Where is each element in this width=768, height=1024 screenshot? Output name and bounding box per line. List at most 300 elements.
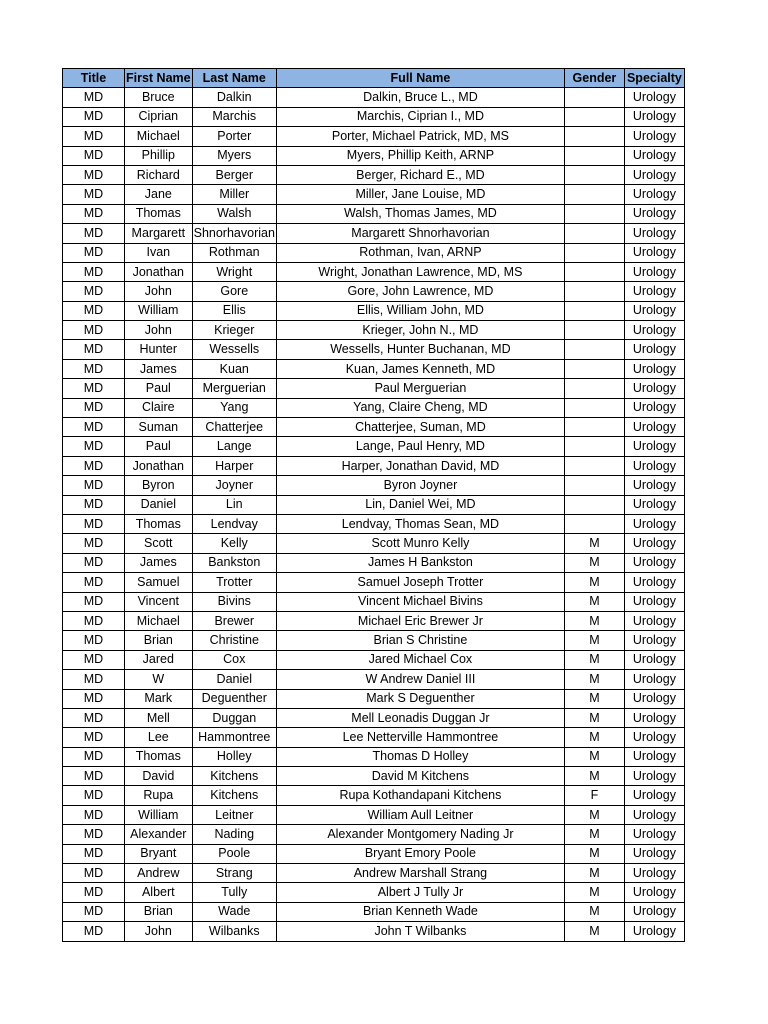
cell-first-name[interactable]: Ivan [125,243,193,262]
cell-gender[interactable] [564,476,624,495]
cell-specialty[interactable]: Urology [624,534,684,553]
cell-specialty[interactable]: Urology [624,553,684,572]
cell-gender[interactable]: M [564,883,624,902]
cell-specialty[interactable]: Urology [624,456,684,475]
cell-first-name[interactable]: Albert [125,883,193,902]
cell-full-name[interactable]: Lange, Paul Henry, MD [276,437,564,456]
table-row [63,514,685,533]
cell-first-name[interactable]: Daniel [125,495,193,514]
table-row [63,650,685,669]
table-row [63,224,685,243]
cell-specialty[interactable]: Urology [624,476,684,495]
physician-table [62,68,685,942]
cell-title[interactable]: MD [63,689,125,708]
cell-gender[interactable] [564,127,624,146]
cell-gender[interactable] [564,340,624,359]
cell-first-name[interactable]: Suman [125,418,193,437]
cell-gender[interactable] [564,321,624,340]
table-row [63,883,685,902]
cell-gender[interactable]: M [564,747,624,766]
cell-specialty[interactable]: Urology [624,359,684,378]
cell-gender[interactable]: M [564,922,624,941]
cell-specialty[interactable]: Urology [624,282,684,301]
cell-first-name[interactable]: Rupa [125,786,193,805]
cell-first-name[interactable]: Thomas [125,514,193,533]
cell-gender[interactable]: M [564,767,624,786]
cell-specialty[interactable]: Urology [624,883,684,902]
cell-first-name[interactable]: John [125,321,193,340]
cell-title[interactable]: MD [63,534,125,553]
cell-last-name[interactable]: Porter [192,127,276,146]
cell-gender[interactable] [564,165,624,184]
cell-first-name[interactable]: James [125,553,193,572]
cell-gender[interactable]: F [564,786,624,805]
cell-full-name[interactable]: Paul Merguerian [276,379,564,398]
cell-specialty[interactable]: Urology [624,262,684,281]
cell-last-name[interactable]: Harper [192,456,276,475]
cell-first-name[interactable]: Mell [125,708,193,727]
cell-title[interactable]: MD [63,495,125,514]
table-row [63,107,685,126]
cell-full-name[interactable]: Rothman, Ivan, ARNP [276,243,564,262]
table-row [63,437,685,456]
cell-gender[interactable] [564,398,624,417]
table-row [63,321,685,340]
cell-first-name[interactable]: Mark [125,689,193,708]
cell-full-name[interactable]: Krieger, John N., MD [276,321,564,340]
cell-title[interactable]: MD [63,514,125,533]
cell-last-name[interactable]: Kitchens [192,767,276,786]
cell-title[interactable]: MD [63,767,125,786]
cell-full-name[interactable]: Myers, Phillip Keith, ARNP [276,146,564,165]
cell-full-name[interactable]: Andrew Marshall Strang [276,864,564,883]
cell-specialty[interactable]: Urology [624,573,684,592]
cell-last-name[interactable]: Lange [192,437,276,456]
cell-specialty[interactable]: Urology [624,437,684,456]
cell-specialty[interactable]: Urology [624,805,684,824]
cell-first-name[interactable]: Brian [125,631,193,650]
cell-first-name[interactable]: Michael [125,127,193,146]
table-row [63,805,685,824]
cell-specialty[interactable]: Urology [624,165,684,184]
cell-title[interactable]: MD [63,825,125,844]
cell-title[interactable]: MD [63,631,125,650]
table-row [63,553,685,572]
cell-title[interactable]: MD [63,146,125,165]
table-row [63,670,685,689]
cell-specialty[interactable]: Urology [624,88,684,107]
cell-specialty[interactable]: Urology [624,243,684,262]
cell-first-name[interactable]: Andrew [125,864,193,883]
cell-last-name[interactable]: Joyner [192,476,276,495]
cell-gender[interactable]: M [564,689,624,708]
cell-full-name[interactable]: Yang, Claire Cheng, MD [276,398,564,417]
cell-gender[interactable] [564,262,624,281]
table-row [63,825,685,844]
cell-last-name[interactable]: Nading [192,825,276,844]
table-row [63,864,685,883]
cell-first-name[interactable]: Ciprian [125,107,193,126]
cell-specialty[interactable]: Urology [624,747,684,766]
cell-gender[interactable] [564,418,624,437]
cell-specialty[interactable]: Urology [624,902,684,921]
cell-full-name[interactable]: Alexander Montgomery Nading Jr [276,825,564,844]
cell-last-name[interactable]: Wright [192,262,276,281]
cell-first-name[interactable]: William [125,805,193,824]
cell-title[interactable]: MD [63,107,125,126]
cell-first-name[interactable]: John [125,922,193,941]
cell-full-name[interactable]: Brian Kenneth Wade [276,902,564,921]
cell-last-name[interactable]: Hammontree [192,728,276,747]
cell-title[interactable]: MD [63,553,125,572]
cell-first-name[interactable]: Vincent [125,592,193,611]
cell-full-name[interactable]: Byron Joyner [276,476,564,495]
cell-full-name[interactable]: Rupa Kothandapani Kitchens [276,786,564,805]
cell-first-name[interactable]: William [125,301,193,320]
cell-specialty[interactable]: Urology [624,767,684,786]
header-title[interactable]: Title [63,69,125,88]
cell-title[interactable]: MD [63,922,125,941]
cell-full-name[interactable]: Lendvay, Thomas Sean, MD [276,514,564,533]
spreadsheet [62,68,685,942]
cell-last-name[interactable]: Wade [192,902,276,921]
cell-full-name[interactable]: Miller, Jane Louise, MD [276,185,564,204]
cell-title[interactable]: MD [63,805,125,824]
cell-gender[interactable] [564,88,624,107]
cell-specialty[interactable]: Urology [624,689,684,708]
cell-gender[interactable] [564,107,624,126]
cell-gender[interactable]: M [564,631,624,650]
cell-title[interactable]: MD [63,476,125,495]
cell-first-name[interactable]: James [125,359,193,378]
cell-last-name[interactable]: Myers [192,146,276,165]
cell-first-name[interactable]: Jonathan [125,456,193,475]
table-row [63,398,685,417]
cell-full-name[interactable]: Wright, Jonathan Lawrence, MD, MS [276,262,564,281]
cell-title[interactable]: MD [63,437,125,456]
table-row [63,359,685,378]
cell-title[interactable]: MD [63,321,125,340]
cell-gender[interactable] [564,495,624,514]
header-last-name[interactable]: Last Name [192,69,276,88]
cell-gender[interactable] [564,514,624,533]
cell-full-name[interactable]: Scott Munro Kelly [276,534,564,553]
cell-last-name[interactable]: Rothman [192,243,276,262]
table-row [63,689,685,708]
cell-gender[interactable] [564,379,624,398]
cell-gender[interactable] [564,456,624,475]
cell-title[interactable]: MD [63,301,125,320]
cell-full-name[interactable]: Michael Eric Brewer Jr [276,611,564,630]
cell-first-name[interactable]: Jared [125,650,193,669]
cell-last-name[interactable]: Deguenther [192,689,276,708]
cell-specialty[interactable]: Urology [624,728,684,747]
cell-specialty[interactable]: Urology [624,107,684,126]
header-first-name[interactable]: First Name [125,69,193,88]
cell-first-name[interactable]: Margarett [125,224,193,243]
cell-gender[interactable] [564,146,624,165]
cell-specialty[interactable]: Urology [624,340,684,359]
cell-first-name[interactable]: Jane [125,185,193,204]
table-row [63,88,685,107]
cell-title[interactable]: MD [63,844,125,863]
cell-title[interactable]: MD [63,340,125,359]
cell-full-name[interactable]: Brian S Christine [276,631,564,650]
cell-first-name[interactable]: Paul [125,437,193,456]
cell-gender[interactable] [564,282,624,301]
cell-last-name[interactable]: Duggan [192,708,276,727]
cell-gender[interactable]: M [564,864,624,883]
cell-title[interactable]: MD [63,592,125,611]
cell-last-name[interactable]: Leitner [192,805,276,824]
cell-full-name[interactable]: Mark S Deguenther [276,689,564,708]
cell-title[interactable]: MD [63,670,125,689]
cell-first-name[interactable]: Thomas [125,747,193,766]
cell-gender[interactable] [564,204,624,223]
cell-full-name[interactable]: Margarett Shnorhavorian [276,224,564,243]
cell-gender[interactable]: M [564,573,624,592]
cell-last-name[interactable]: Kelly [192,534,276,553]
cell-full-name[interactable]: William Aull Leitner [276,805,564,824]
cell-title[interactable]: MD [63,902,125,921]
cell-title[interactable]: MD [63,204,125,223]
cell-first-name[interactable]: Phillip [125,146,193,165]
cell-first-name[interactable]: Bruce [125,88,193,107]
cell-title[interactable]: MD [63,185,125,204]
cell-last-name[interactable]: Cox [192,650,276,669]
cell-specialty[interactable]: Urology [624,495,684,514]
cell-first-name[interactable]: Brian [125,902,193,921]
header-full-name[interactable]: Full Name [276,69,564,88]
cell-full-name[interactable]: Dalkin, Bruce L., MD [276,88,564,107]
cell-last-name[interactable]: Chatterjee [192,418,276,437]
cell-full-name[interactable]: Wessells, Hunter Buchanan, MD [276,340,564,359]
cell-specialty[interactable]: Urology [624,864,684,883]
cell-gender[interactable]: M [564,592,624,611]
cell-gender[interactable]: M [564,650,624,669]
cell-specialty[interactable]: Urology [624,592,684,611]
cell-full-name[interactable]: Albert J Tully Jr [276,883,564,902]
cell-title[interactable]: MD [63,282,125,301]
cell-full-name[interactable]: Ellis, William John, MD [276,301,564,320]
cell-full-name[interactable]: David M Kitchens [276,767,564,786]
cell-full-name[interactable]: James H Bankston [276,553,564,572]
cell-last-name[interactable]: Strang [192,864,276,883]
cell-full-name[interactable]: John T Wilbanks [276,922,564,941]
cell-gender[interactable]: M [564,708,624,727]
cell-last-name[interactable]: Poole [192,844,276,863]
cell-title[interactable]: MD [63,786,125,805]
cell-specialty[interactable]: Urology [624,204,684,223]
cell-title[interactable]: MD [63,883,125,902]
cell-first-name[interactable]: John [125,282,193,301]
table-row [63,301,685,320]
table-row [63,185,685,204]
cell-specialty[interactable]: Urology [624,786,684,805]
cell-gender[interactable]: M [564,825,624,844]
cell-specialty[interactable]: Urology [624,321,684,340]
cell-first-name[interactable]: Jonathan [125,262,193,281]
cell-title[interactable]: MD [63,611,125,630]
cell-first-name[interactable]: Byron [125,476,193,495]
cell-specialty[interactable]: Urology [624,631,684,650]
cell-last-name[interactable]: Wilbanks [192,922,276,941]
cell-specialty[interactable]: Urology [624,922,684,941]
cell-gender[interactable]: M [564,553,624,572]
cell-first-name[interactable]: Scott [125,534,193,553]
cell-last-name[interactable]: Brewer [192,611,276,630]
cell-title[interactable]: MD [63,359,125,378]
cell-gender[interactable]: M [564,611,624,630]
cell-last-name[interactable]: Bivins [192,592,276,611]
cell-full-name[interactable]: W Andrew Daniel III [276,670,564,689]
cell-full-name[interactable]: Samuel Joseph Trotter [276,573,564,592]
cell-specialty[interactable]: Urology [624,379,684,398]
cell-specialty[interactable]: Urology [624,670,684,689]
cell-title[interactable]: MD [63,262,125,281]
table-row [63,786,685,805]
cell-gender[interactable]: M [564,902,624,921]
cell-specialty[interactable]: Urology [624,844,684,863]
cell-last-name[interactable]: Miller [192,185,276,204]
cell-specialty[interactable]: Urology [624,127,684,146]
cell-gender[interactable] [564,243,624,262]
cell-last-name[interactable]: Walsh [192,204,276,223]
cell-title[interactable]: MD [63,379,125,398]
cell-full-name[interactable]: Vincent Michael Bivins [276,592,564,611]
cell-last-name[interactable]: Tully [192,883,276,902]
cell-full-name[interactable]: Berger, Richard E., MD [276,165,564,184]
cell-first-name[interactable]: Claire [125,398,193,417]
cell-full-name[interactable]: Bryant Emory Poole [276,844,564,863]
cell-last-name[interactable]: Shnorhavorian [192,224,276,243]
cell-last-name[interactable]: Trotter [192,573,276,592]
cell-last-name[interactable]: Marchis [192,107,276,126]
cell-gender[interactable]: M [564,805,624,824]
cell-first-name[interactable]: Alexander [125,825,193,844]
cell-title[interactable]: MD [63,224,125,243]
cell-last-name[interactable]: Ellis [192,301,276,320]
cell-first-name[interactable]: W [125,670,193,689]
cell-full-name[interactable]: Chatterjee, Suman, MD [276,418,564,437]
table-row [63,495,685,514]
header-gender[interactable]: Gender [564,69,624,88]
cell-specialty[interactable]: Urology [624,146,684,165]
cell-full-name[interactable]: Porter, Michael Patrick, MD, MS [276,127,564,146]
cell-title[interactable]: MD [63,88,125,107]
cell-specialty[interactable]: Urology [624,650,684,669]
cell-full-name[interactable]: Harper, Jonathan David, MD [276,456,564,475]
cell-full-name[interactable]: Lee Netterville Hammontree [276,728,564,747]
cell-first-name[interactable]: Paul [125,379,193,398]
cell-full-name[interactable]: Jared Michael Cox [276,650,564,669]
cell-first-name[interactable]: Samuel [125,573,193,592]
cell-title[interactable]: MD [63,127,125,146]
table-row [63,146,685,165]
cell-last-name[interactable]: Daniel [192,670,276,689]
cell-title[interactable]: MD [63,747,125,766]
cell-last-name[interactable]: Kuan [192,359,276,378]
cell-last-name[interactable]: Yang [192,398,276,417]
header-specialty[interactable]: Specialty [624,69,684,88]
cell-specialty[interactable]: Urology [624,611,684,630]
cell-title[interactable]: MD [63,456,125,475]
table-row [63,728,685,747]
cell-title[interactable]: MD [63,650,125,669]
cell-title[interactable]: MD [63,573,125,592]
cell-first-name[interactable]: Bryant [125,844,193,863]
cell-first-name[interactable]: Lee [125,728,193,747]
cell-title[interactable]: MD [63,165,125,184]
cell-title[interactable]: MD [63,728,125,747]
cell-last-name[interactable]: Lin [192,495,276,514]
table-row [63,456,685,475]
cell-full-name[interactable]: Walsh, Thomas James, MD [276,204,564,223]
cell-first-name[interactable]: Hunter [125,340,193,359]
cell-specialty[interactable]: Urology [624,398,684,417]
cell-full-name[interactable]: Kuan, James Kenneth, MD [276,359,564,378]
cell-gender[interactable] [564,185,624,204]
cell-last-name[interactable]: Kitchens [192,786,276,805]
cell-last-name[interactable]: Christine [192,631,276,650]
cell-first-name[interactable]: Thomas [125,204,193,223]
cell-specialty[interactable]: Urology [624,825,684,844]
cell-gender[interactable] [564,301,624,320]
cell-last-name[interactable]: Dalkin [192,88,276,107]
cell-specialty[interactable]: Urology [624,301,684,320]
cell-first-name[interactable]: Richard [125,165,193,184]
table-row [63,922,685,941]
cell-last-name[interactable]: Lendvay [192,514,276,533]
table-row [63,573,685,592]
cell-gender[interactable] [564,224,624,243]
cell-gender[interactable] [564,359,624,378]
cell-title[interactable]: MD [63,418,125,437]
cell-gender[interactable]: M [564,534,624,553]
cell-specialty[interactable]: Urology [624,514,684,533]
cell-last-name[interactable]: Merguerian [192,379,276,398]
table-row [63,592,685,611]
cell-last-name[interactable]: Wessells [192,340,276,359]
cell-gender[interactable] [564,437,624,456]
cell-full-name[interactable]: Mell Leonadis Duggan Jr [276,708,564,727]
cell-specialty[interactable]: Urology [624,418,684,437]
cell-last-name[interactable]: Krieger [192,321,276,340]
cell-specialty[interactable]: Urology [624,708,684,727]
cell-first-name[interactable]: Michael [125,611,193,630]
cell-full-name[interactable]: Lin, Daniel Wei, MD [276,495,564,514]
cell-title[interactable]: MD [63,864,125,883]
cell-full-name[interactable]: Gore, John Lawrence, MD [276,282,564,301]
table-row [63,902,685,921]
cell-full-name[interactable]: Marchis, Ciprian I., MD [276,107,564,126]
cell-gender[interactable]: M [564,670,624,689]
cell-last-name[interactable]: Gore [192,282,276,301]
cell-gender[interactable]: M [564,728,624,747]
cell-last-name[interactable]: Berger [192,165,276,184]
cell-full-name[interactable]: Thomas D Holley [276,747,564,766]
table-row [63,262,685,281]
cell-specialty[interactable]: Urology [624,185,684,204]
cell-title[interactable]: MD [63,243,125,262]
cell-gender[interactable]: M [564,844,624,863]
cell-last-name[interactable]: Bankston [192,553,276,572]
cell-title[interactable]: MD [63,708,125,727]
cell-first-name[interactable]: David [125,767,193,786]
cell-last-name[interactable]: Holley [192,747,276,766]
cell-title[interactable]: MD [63,398,125,417]
cell-specialty[interactable]: Urology [624,224,684,243]
